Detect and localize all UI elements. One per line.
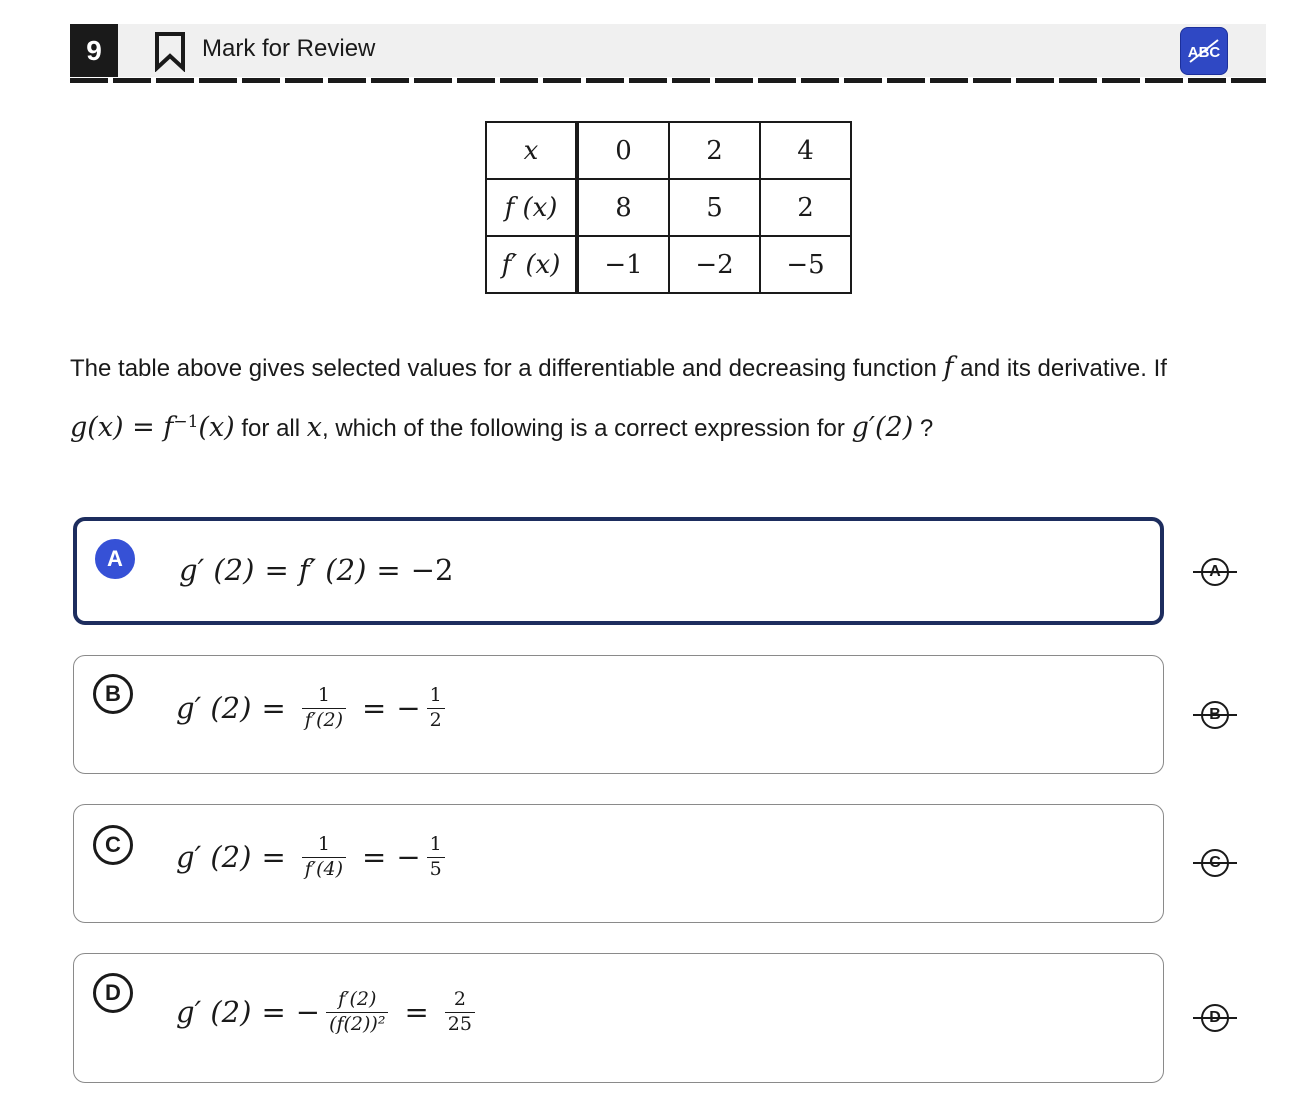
fraction-denominator: 25 [445,1012,475,1035]
choice-letter-d: D [93,973,133,1013]
choice-expression-b [176,686,451,731]
question-math-g-def: g(x) = f [70,412,174,443]
answer-eliminator-button[interactable] [1180,27,1228,75]
question-var-x: x [306,412,322,443]
choice-expression-d [176,990,481,1035]
expr-fraction [326,990,388,1035]
expr-mid: f′ (2) [298,553,367,587]
expr-equals: = [261,995,286,1030]
expr-result-fraction [427,835,445,880]
header-divider [70,78,1266,83]
expr-result-fraction [445,990,475,1035]
table-cell: 2 [760,179,851,236]
expr-equals: = [261,840,286,875]
fraction-numerator: 2 [453,988,466,1010]
strikethrough-icon [1193,862,1237,864]
expr-equals: = [376,553,401,587]
expr-lhs: g′ (2) [176,691,252,726]
table-row [486,236,851,293]
table-header-x: x [486,122,577,179]
table-cell: 0 [577,122,669,179]
abc-strikethrough-icon [1184,37,1224,65]
fraction-denominator: (f(2))² [326,1012,388,1035]
table-cell: 8 [577,179,669,236]
abc-label: ABC [1187,44,1221,61]
fraction-numerator: 1 [317,833,330,855]
expr-result-fraction [427,686,445,731]
table-header-fprime: f′ (x) [486,236,577,293]
table-cell: −1 [577,236,669,293]
table-row [486,122,851,179]
question-math-inverse: −1 [173,412,199,432]
fraction-numerator: 1 [429,833,442,855]
fraction-denominator: f′(4) [302,857,346,880]
choice-letter-a: A [95,539,135,579]
question-text: , which of the following is a correct expression for [321,415,845,442]
question-math-target: g′(2) [851,412,914,443]
expr-lhs: g′ (2) [179,553,255,587]
expr-equals: = [264,553,289,587]
table-header-f: f (x) [486,179,577,236]
eliminate-choice-b-button[interactable] [1193,700,1237,730]
strikethrough-icon [1193,714,1237,716]
expr-sign: − [295,995,321,1030]
table-cell: 5 [669,179,760,236]
eliminate-choice-c-button[interactable] [1193,848,1237,878]
values-table [485,121,852,294]
answer-choice-b[interactable] [73,655,1164,774]
table-cell: 4 [760,122,851,179]
question-math-arg: (x) [198,412,235,443]
expr-lhs: g′ (2) [176,995,252,1030]
expr-equals: = [362,840,387,875]
table-row [486,179,851,236]
strikethrough-icon [1193,1017,1237,1019]
question-text: and its derivative. If [960,355,1167,382]
bookmark-icon[interactable] [153,30,187,72]
question-number: 9 [70,24,118,77]
choice-letter-c: C [93,825,133,865]
question-text: The table above gives selected values for a differentiable and decreasing function [70,355,937,382]
fraction-numerator: f′(2) [338,988,377,1010]
question-text-line-1 [70,352,1167,383]
eliminate-choice-a-button[interactable] [1193,557,1237,587]
table-cell: 2 [669,122,760,179]
question-text-line-2 [70,412,933,443]
table-cell: −2 [669,236,760,293]
eliminate-choice-d-button[interactable] [1193,1003,1237,1033]
table-cell: −5 [760,236,851,293]
strikethrough-icon [1193,571,1237,573]
question-text: ? [919,415,934,442]
expr-equals: = [362,691,387,726]
question-text: for all [241,415,301,442]
mark-for-review-label[interactable]: Mark for Review [202,35,376,62]
fraction-denominator: 5 [427,857,445,880]
fraction-denominator: 2 [427,708,445,731]
choice-expression-c [176,835,451,880]
answer-choice-a[interactable] [73,517,1164,625]
expr-result: −2 [410,553,454,587]
choice-letter-b: B [93,674,133,714]
expr-equals: = [261,691,286,726]
expr-sign: − [396,840,421,875]
answer-choice-c[interactable] [73,804,1164,923]
expr-sign: − [396,691,421,726]
expr-fraction [302,686,346,731]
fraction-denominator: f′(2) [302,708,346,731]
expr-fraction [302,835,346,880]
fraction-numerator: 1 [317,684,330,706]
expr-lhs: g′ (2) [176,840,252,875]
question-var-f: f [943,352,954,383]
fraction-numerator: 1 [429,684,442,706]
choice-expression-a [179,553,453,587]
answer-choice-d[interactable] [73,953,1164,1083]
expr-equals: = [404,995,429,1030]
